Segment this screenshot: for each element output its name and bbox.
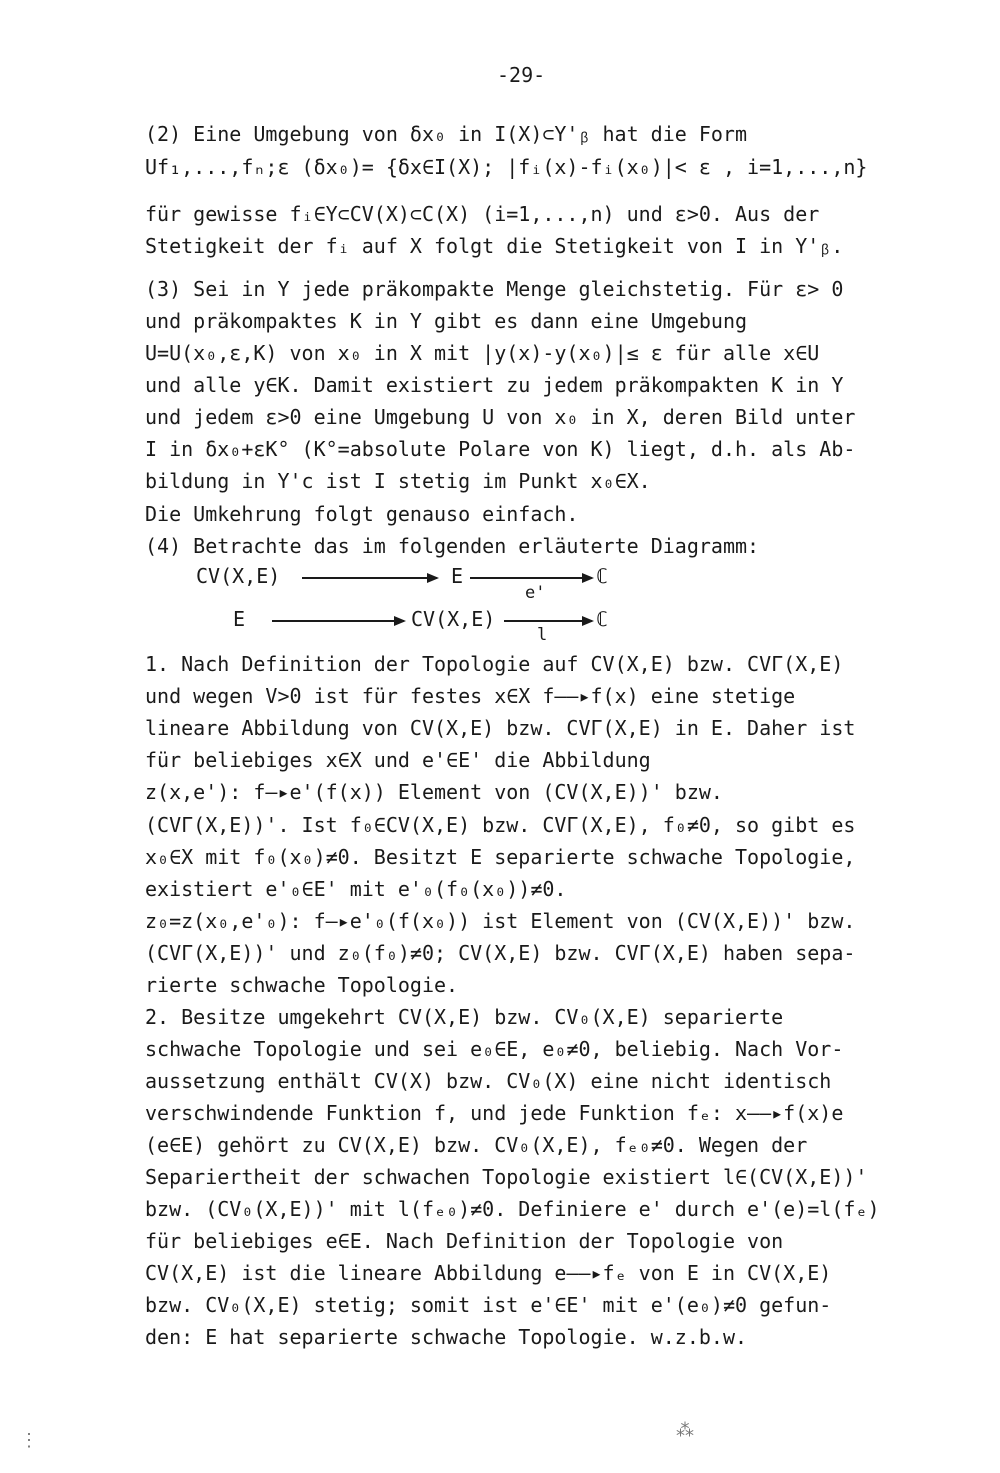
text-line: (e∈E) gehört zu CV(X,E) bzw. CV₀(X,E), fₑ₀≠0. Wegen der [145,1133,808,1157]
text-line: x₀∈X mit f₀(x₀)≠0. Besitzt E separierte schwache Topologie, [145,845,856,869]
text-line: verschwindende Funktion f, und jede Funktion fₑ: x——▸f(x)e [145,1101,844,1125]
text-line: Stetigkeit der fᵢ auf X folgt die Stetigkeit von I in Y'ᵦ. [145,234,844,258]
diagram-node-cvxe: CV(X,E) [196,564,281,588]
text-line: bildung in Y'c ist I stetig im Punkt x₀∈X. [145,469,651,493]
text-line: bzw. CV₀(X,E) stetig; somit ist e'∈E' mit e'(e₀)≠0 gefun- [145,1293,832,1317]
text-line: CV(X,E) ist die lineare Abbildung e——▸fₑ von E in CV(X,E) [145,1261,832,1285]
text-line: und jedem ε>0 eine Umgebung U von x₀ in X, deren Bild unter [145,405,856,429]
text-line: rierte schwache Topologie. [145,973,459,997]
text-line: den: E hat separierte schwache Topologie. w.z.b.w. [145,1325,748,1349]
text-line: und wegen V>0 ist für festes x∈X f——▸f(x) eine stetige [145,684,796,708]
scan-artifact-icon: ⋮ [20,1430,38,1451]
diagram-arrow-l [504,620,592,622]
text-line: (CVΓ(X,E))' und z₀(f₀)≠0; CV(X,E) bzw. CVΓ(X,E) haben sepa- [145,941,856,965]
text-line: (2) Eine Umgebung von δx₀ in I(X)⊂Y'ᵦ hat die Form [145,122,748,146]
diagram-arrow [272,620,404,622]
text-line: und alle y∈K. Damit existiert zu jedem präkompakten K in Y [145,373,844,397]
diagram-node-e: E [451,564,464,588]
text-line: (3) Sei in Y jede präkompakte Menge gleichstetig. Für ε> 0 [145,277,844,301]
text-line: z₀=z(x₀,e'₀): f—▸e'₀(f(x₀)) ist Element von (CV(X,E))' bzw. [145,909,856,933]
page-number: -29- [497,63,546,87]
text-line: U=U(x₀,ε,K) von x₀ in X mit |y(x)-y(x₀)|≤ ε für alle x∈U [145,341,820,365]
diagram-node-c2: ℂ [596,607,609,631]
text-line: aussetzung enthält CV(X) bzw. CV₀(X) eine nicht identisch [145,1069,832,1093]
diagram-node-c: ℂ [596,564,609,588]
diagram-arrow-e-prime [470,577,592,579]
text-line: 2. Besitze umgekehrt CV(X,E) bzw. CV₀(X,E) separierte [145,1005,784,1029]
text-line: und präkompaktes K in Y gibt es dann eine Umgebung [145,309,748,333]
text-line: lineare Abbildung von CV(X,E) bzw. CVΓ(X,E) in E. Daher ist [145,716,856,740]
diagram-node-e2: E [233,607,246,631]
text-line: für beliebiges x∈X und e'∈E' die Abbildung [145,748,651,772]
diagram-arrow [302,577,437,579]
text-line: Separiertheit der schwachen Topologie existiert l∈(CV(X,E))' [145,1165,868,1189]
text-line: I in δx₀+εK° (K°=absolute Polare von K) liegt, d.h. als Ab- [145,437,856,461]
text-line: (CVΓ(X,E))'. Ist f₀∈CV(X,E) bzw. CVΓ(X,E), f₀≠0, so gibt es [145,813,856,837]
text-line: Die Umkehrung folgt genauso einfach. [145,502,579,526]
text-line: existiert e'₀∈E' mit e'₀(f₀(x₀))≠0. [145,877,567,901]
text-line: für beliebiges e∈E. Nach Definition der Topologie von [145,1229,784,1253]
text-line: schwache Topologie und sei e₀∈E, e₀≠0, beliebig. Nach Vor- [145,1037,844,1061]
text-line: 1. Nach Definition der Topologie auf CV(X,E) bzw. CVΓ(X,E) [145,652,844,676]
diagram-arrow-label: l [537,625,548,645]
text-line: z(x,e'): f—▸e'(f(x)) Element von (CV(X,E))' bzw. [145,780,723,804]
diagram-arrow-label: e' [525,583,546,603]
scan-artifact-icon: ⁂ [676,1420,694,1441]
text-line: Uf₁,...,fₙ;ε (δx₀)= {δx∈I(X); |fᵢ(x)-fᵢ(x₀)|< ε , i=1,...,n} [145,155,868,179]
text-line: (4) Betrachte das im folgenden erläuterte Diagramm: [145,534,760,558]
text-line: bzw. (CV₀(X,E))' mit l(fₑ₀)≠0. Definiere e' durch e'(e)=l(fₑ) [145,1197,880,1221]
diagram-node-cvxe2: CV(X,E) [411,607,496,631]
text-line: für gewisse fᵢ∈Y⊂CV(X)⊂C(X) (i=1,...,n) und ε>0. Aus der [145,202,820,226]
